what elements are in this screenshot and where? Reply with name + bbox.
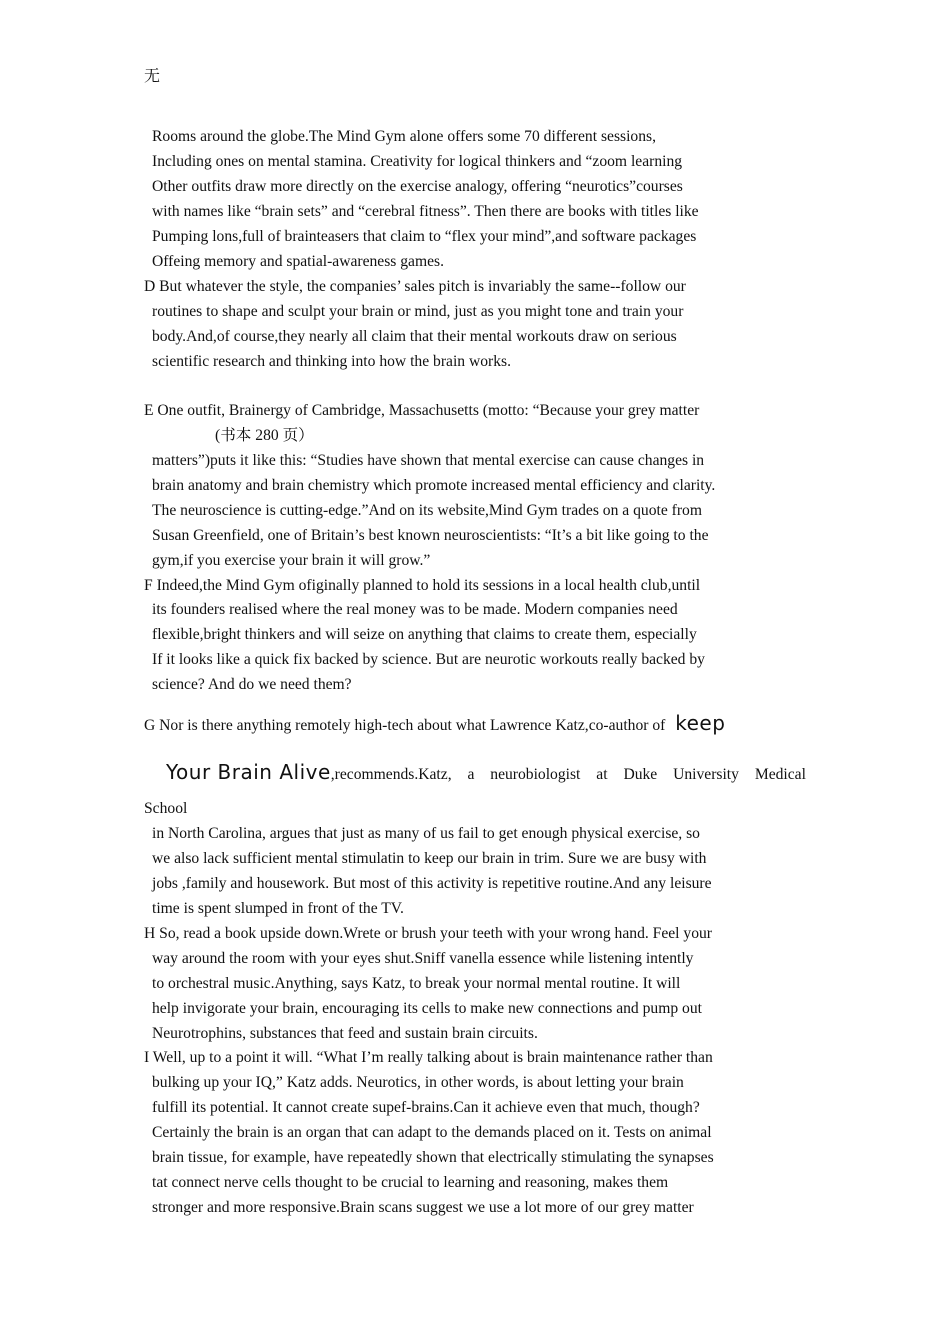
text-line: stronger and more responsive.Brain scans suggest we use a lot more of our grey matter — [152, 1199, 694, 1216]
paragraph-g-start — [144, 710, 725, 739]
text-line: bulking up your IQ,” Katz adds. Neurotics, in other words, is about letting your brain — [152, 1074, 684, 1091]
text-line: with names like “brain sets” and “cerebral fitness”. Then there are books with titles like — [152, 203, 699, 220]
text-line: Susan Greenfield, one of Britain’s best known neuroscientists: “It’s a bit like going to the — [152, 527, 709, 544]
text-line: School — [144, 800, 188, 817]
text-line: body.And,of course,they nearly all claim that their mental workouts draw on serious — [152, 328, 677, 345]
text-line: brain anatomy and brain chemistry which promote increased mental efficiency and clarity. — [152, 477, 716, 494]
text-line: help invigorate your brain, encouraging its cells to make new connections and pump out — [152, 1000, 702, 1017]
text-line: gym,if you exercise your brain it will grow.” — [152, 552, 431, 569]
text-line: Rooms around the globe.The Mind Gym alone offers some 70 different sessions, — [152, 128, 656, 145]
text-word: at — [596, 766, 608, 783]
text-word: neurobiologist — [490, 766, 581, 783]
paragraph-h-start: H So, read a book upside down.Wrete or brush your teeth with your wrong hand. Feel your — [144, 925, 712, 942]
paragraph-i-start: I Well, up to a point it will. “What I’m really talking about is brain maintenance rather than — [144, 1049, 713, 1066]
book-title-part: keep — [675, 711, 726, 735]
text-line: tat connect nerve cells thought to be crucial to learning and reasoning, makes them — [152, 1174, 669, 1191]
text-line: matters”)puts it like this: “Studies have shown that mental exercise can cause changes in — [152, 452, 705, 469]
text-line: fulfill its potential. It cannot create supef-brains.Can it achieve even that much, though? — [152, 1099, 700, 1116]
paragraph-f-start: F Indeed,the Mind Gym ofiginally planned to hold its sessions in a local health club,until — [144, 577, 701, 594]
text-line: scientific research and thinking into how the brain works. — [152, 353, 511, 370]
text-line: Offeing memory and spatial-awareness games. — [152, 253, 444, 270]
text-line: The neuroscience is cutting-edge.”And on its website,Mind Gym trades on a quote from — [152, 502, 702, 519]
text-line: its founders realised where the real money was to be made. Modern companies need — [152, 601, 678, 618]
paragraph-e-start: E One outfit, Brainergy of Cambridge, Massachusetts (motto: “Because your grey matter — [144, 402, 700, 419]
text-segment: ,recommends.Katz, — [330, 766, 452, 783]
text-line: to orchestral music.Anything, says Katz, to break your normal mental routine. It will — [152, 975, 681, 992]
text-line: time is spent slumped in front of the TV. — [152, 900, 404, 917]
text-segment: G Nor is there anything remotely high-tech about what Lawrence Katz,co-author of — [144, 717, 670, 734]
justified-line — [144, 758, 806, 789]
text-line: If it looks like a quick fix backed by science. But are neurotic workouts really backed by — [152, 651, 705, 668]
text-word: Medical — [754, 766, 806, 783]
text-word: a — [467, 766, 475, 783]
text-line: Other outfits draw more directly on the exercise analogy, offering “neurotics”courses — [152, 178, 683, 195]
text-line: jobs ,family and housework. But most of this activity is repetitive routine.And any leisure — [152, 875, 712, 892]
text-line: routines to shape and sculpt your brain or mind, just as you might tone and train your — [152, 303, 684, 320]
page-header: 无 — [144, 68, 161, 85]
paragraph-d-start: D But whatever the style, the companies’ sales pitch is invariably the same--follow our — [144, 278, 686, 295]
text-line: flexible,bright thinkers and will seize on anything that claims to create them, especially — [152, 626, 697, 643]
text-word: University — [673, 766, 739, 783]
book-title-part: Your Brain Alive — [166, 760, 331, 784]
text-line: in North Carolina, argues that just as many of us fail to get enough physical exercise, so — [152, 825, 700, 842]
page-reference-note: (书本 280 页） — [215, 427, 314, 444]
text-word: Duke — [623, 766, 658, 783]
text-line: brain tissue, for example, have repeatedly shown that electrically stimulating the synapses — [152, 1149, 714, 1166]
text-line: way around the room with your eyes shut.Sniff vanella essence while listening intently — [152, 950, 694, 967]
text-line: science? And do we need them? — [152, 676, 352, 693]
text-line: Certainly the brain is an organ that can adapt to the demands placed on it. Tests on animal — [152, 1124, 712, 1141]
text-line: Including ones on mental stamina. Creativity for logical thinkers and “zoom learning — [152, 153, 683, 170]
text-line: Pumping lons,full of brainteasers that claim to “flex your mind”,and software packages — [152, 228, 697, 245]
text-line: Neurotrophins, substances that feed and sustain brain circuits. — [152, 1025, 538, 1042]
text-word — [144, 758, 452, 789]
text-line: we also lack sufficient mental stimulatin to keep our brain in trim. Sure we are busy with — [152, 850, 707, 867]
